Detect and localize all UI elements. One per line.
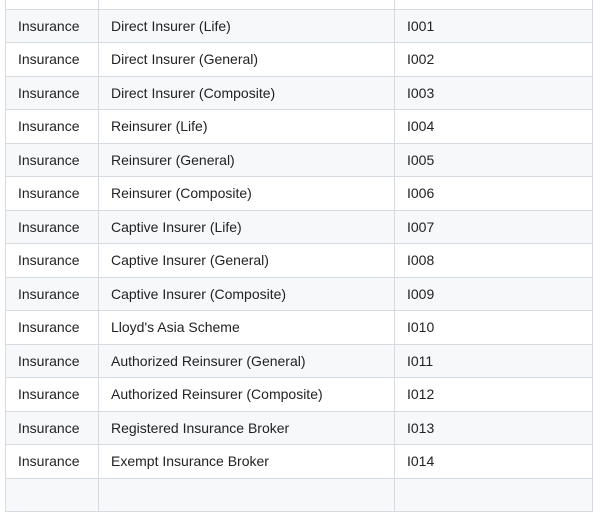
institution-type-cell: Reinsurer (Life) xyxy=(99,110,395,144)
institution-type-cell: Lloyd's Asia Scheme xyxy=(99,311,395,345)
institution-type-cell: Captive Insurer (Life) xyxy=(99,210,395,244)
table-row xyxy=(6,445,593,479)
table-row xyxy=(6,43,593,77)
category-cell: Insurance xyxy=(6,210,99,244)
table-row xyxy=(6,0,593,9)
code-cell xyxy=(395,478,593,512)
institution-type-cell: Captive Insurer (Composite) xyxy=(99,277,395,311)
category-cell xyxy=(6,0,99,9)
code-cell: I010 xyxy=(395,311,593,345)
institution-type-cell: Exempt Insurance Broker xyxy=(99,445,395,479)
code-cell: I001 xyxy=(395,9,593,43)
institution-code-table xyxy=(5,0,593,512)
code-cell: I005 xyxy=(395,143,593,177)
table-row xyxy=(6,110,593,144)
code-cell: I006 xyxy=(395,177,593,211)
institution-type-cell: Registered Insurance Broker xyxy=(99,411,395,445)
table-row xyxy=(6,76,593,110)
category-cell: Insurance xyxy=(6,277,99,311)
institution-type-cell: Direct Insurer (Life) xyxy=(99,9,395,43)
code-cell: I013 xyxy=(395,411,593,445)
code-cell xyxy=(395,0,593,9)
code-cell: I007 xyxy=(395,210,593,244)
category-cell: Insurance xyxy=(6,244,99,278)
institution-type-cell: Captive Insurer (General) xyxy=(99,244,395,278)
table-row xyxy=(6,177,593,211)
category-cell: Insurance xyxy=(6,76,99,110)
code-cell: I014 xyxy=(395,445,593,479)
category-cell: Insurance xyxy=(6,411,99,445)
category-cell: Insurance xyxy=(6,177,99,211)
code-cell: I009 xyxy=(395,277,593,311)
code-cell: I008 xyxy=(395,244,593,278)
table-body xyxy=(6,0,593,512)
table-row xyxy=(6,277,593,311)
institution-type-cell: Direct Insurer (General) xyxy=(99,43,395,77)
category-cell: Insurance xyxy=(6,9,99,43)
table-row xyxy=(6,9,593,43)
code-cell: I003 xyxy=(395,76,593,110)
category-cell: Insurance xyxy=(6,378,99,412)
institution-type-cell xyxy=(99,478,395,512)
table-row xyxy=(6,143,593,177)
institution-type-cell: Direct Insurer (Composite) xyxy=(99,76,395,110)
institution-type-cell: Authorized Reinsurer (General) xyxy=(99,344,395,378)
table-row xyxy=(6,344,593,378)
table-row xyxy=(6,311,593,345)
category-cell: Insurance xyxy=(6,110,99,144)
code-cell: I012 xyxy=(395,378,593,412)
table-row xyxy=(6,478,593,512)
code-cell: I011 xyxy=(395,344,593,378)
institution-type-cell: Authorized Reinsurer (Composite) xyxy=(99,378,395,412)
table-row xyxy=(6,411,593,445)
category-cell xyxy=(6,478,99,512)
table-row xyxy=(6,210,593,244)
institution-type-cell: Reinsurer (General) xyxy=(99,143,395,177)
institution-type-cell xyxy=(99,0,395,9)
code-cell: I004 xyxy=(395,110,593,144)
institution-code-table-container xyxy=(5,0,592,512)
category-cell: Insurance xyxy=(6,344,99,378)
table-row xyxy=(6,244,593,278)
table-row xyxy=(6,378,593,412)
category-cell: Insurance xyxy=(6,311,99,345)
category-cell: Insurance xyxy=(6,143,99,177)
category-cell: Insurance xyxy=(6,445,99,479)
code-cell: I002 xyxy=(395,43,593,77)
institution-type-cell: Reinsurer (Composite) xyxy=(99,177,395,211)
category-cell: Insurance xyxy=(6,43,99,77)
